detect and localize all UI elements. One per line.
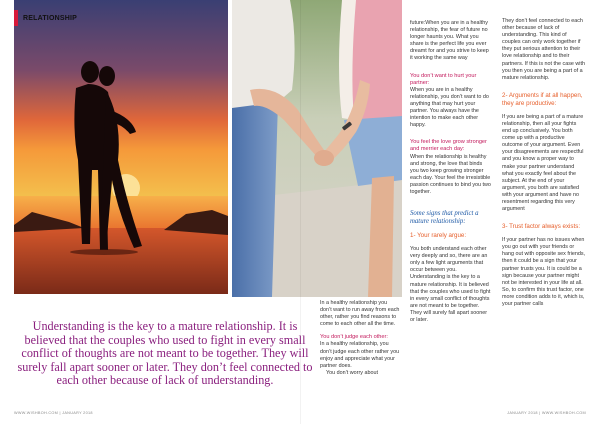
section-heading: 3- Trust factor always exists: xyxy=(502,223,581,231)
subheading: You don’t judge each other: xyxy=(320,334,388,341)
footer-left: WWW.WISHBOH.COM | JANUARY 2018 xyxy=(14,411,93,415)
text-column-2 xyxy=(410,20,492,330)
paragraph: When the relationship is healthy and strong, the love that binds you two keep growing stronger each day. Your feel the irresistible passion continues to bind you two together. xyxy=(410,153,491,195)
section-accent-bar xyxy=(14,10,18,26)
section-label-text: RELATIONSHIP xyxy=(23,14,77,22)
footer-right: JANUARY 2018 | WWW.WISHBOH.COM xyxy=(507,411,586,415)
paragraph: They don’t feel connected to each other because of lack of understanding. This kind of couples can only work together if they put serious attention to their love relationship and to their partners. If this is not the case with you then you are being a part of a mature relationship. xyxy=(502,18,585,81)
section-heading: 2- Arguments if at all happen, they are productive: xyxy=(502,91,583,107)
section-heading-script: Some signs that predict a mature relationship: xyxy=(410,210,479,226)
paragraph: In a healthy relationship, you don’t judge each other rather you enjoy and appreciate what your partner does. xyxy=(320,341,400,369)
spine-gutter xyxy=(300,0,301,424)
section-heading: 1- Your rarely argue: xyxy=(410,232,467,240)
paragraph: You don’t worry about xyxy=(326,369,378,376)
paragraph: If your partner has no issues when you go out with your friends or hang out with opposite sex friends, then it could be a sign that your partner trusts you. It is could be a sign because your partner might not be interested in your life at all. So, to confirm this trust factor, one more condition adds to it, which is, your partner calls xyxy=(502,237,586,307)
holding-hands-photo xyxy=(232,0,402,297)
text-column-1 xyxy=(320,300,400,383)
paragraph: You both understand each other very deeply and so, there are an only a few light arguments that occur between you. Understanding is the key to a mature relationship. It is believed that the couples who used to fight in every small conflict of thoughts are not meant to be together. They will surely fall apart sooner or later. xyxy=(410,246,491,323)
sunset-couple-photo xyxy=(14,0,228,294)
text-column-3 xyxy=(502,18,586,314)
paragraph: If you are being a part of a mature relationship, then all your fights end up conclusively. You both come up with a productive outcome of your argument. Even your disagreements are respectful and you know a proper way to make your partner understand what you exactly feel about the subject. At the end of your argument, you both are satisfied with your argument and have no resentment regarding this very argument xyxy=(502,113,584,213)
section-label xyxy=(14,10,77,26)
subheading: You don’t want to hurt your partner: xyxy=(410,72,477,86)
paragraph: When you are in a healthy relationship, you don’t want to do anything that may hurt your partner. You always have the intention to make each other happy. xyxy=(410,86,489,129)
pull-quote: Understanding is the key to a mature relationship. It is believed that the couples who used to fight in every small conflict of thoughts are not meant to be together. They will surely fall apart sooner or later. They don’t feel connected to each other because of lack of understanding. xyxy=(17,319,313,388)
paragraph: In a healthy relationship you don’t want to run away from each other, rather you find reasons to come to each other all the time. xyxy=(320,300,400,328)
paragraph: future:When you are in a healthy relationship, the fear of future no longer haunts you. What you share is the perfect life you ever dreamt for and you strive to keep it working the same way xyxy=(410,20,489,62)
subheading: You feel the love grow stronger and merrier each day: xyxy=(410,139,487,153)
